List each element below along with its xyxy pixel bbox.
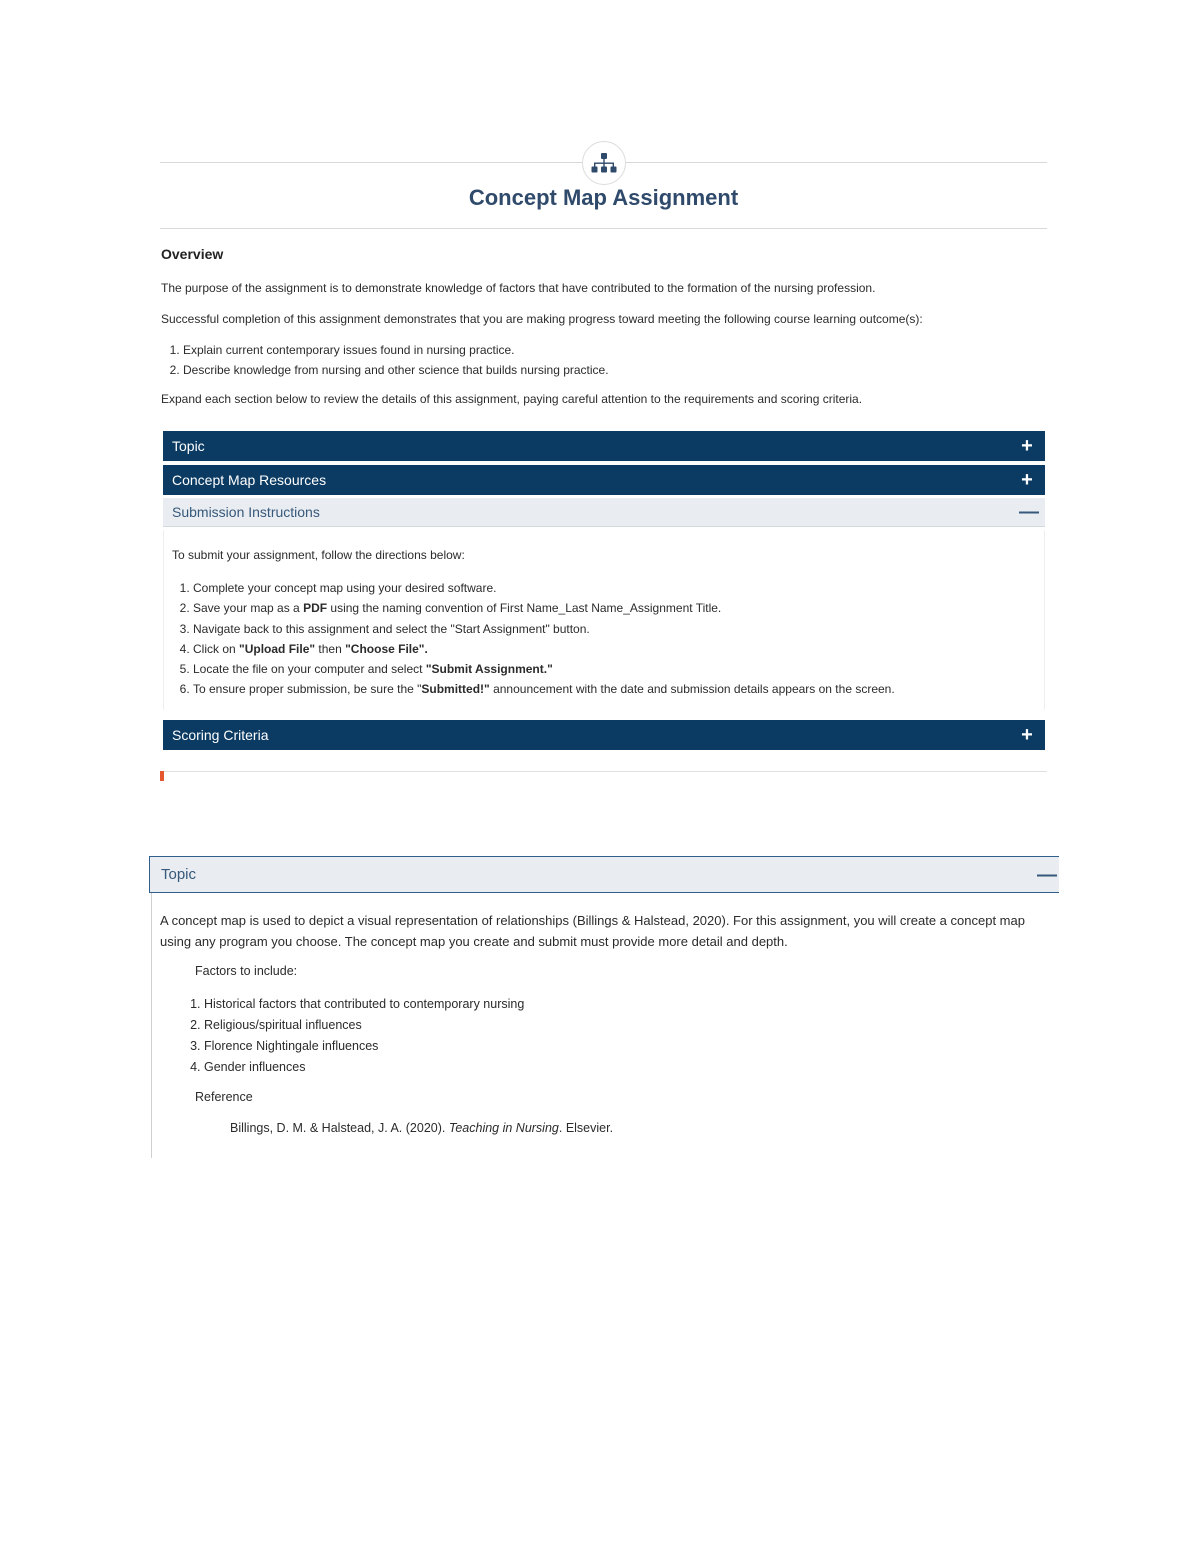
accordion-scoring-header[interactable] bbox=[163, 720, 1045, 750]
accordion-topic[interactable] bbox=[163, 431, 1045, 461]
accordion-scoring-label: Scoring Criteria bbox=[172, 727, 269, 743]
accordion-resources-header[interactable] bbox=[163, 465, 1045, 495]
reference-heading: Reference bbox=[195, 1090, 253, 1104]
topic-paragraph: A concept map is used to depict a visual representation of relationships (Billings & Halstead, 2020). For this assignment, you will create a concept map using any program you choose. The concept map you create and submit must provide more detail and depth. bbox=[160, 913, 1025, 949]
accordion-scoring[interactable] bbox=[163, 720, 1045, 750]
expand-note: Expand each section below to review the details of this assignment, paying careful attention to the requirements and scoring criteria. bbox=[161, 392, 863, 406]
factor-item: 4. Gender influences bbox=[204, 1057, 524, 1078]
topic-panel-label: Topic bbox=[161, 866, 197, 883]
purpose-text: The purpose of the assignment is to demonstrate knowledge of factors that have contributed to the formation of the nursing profession. bbox=[161, 281, 876, 295]
outcome-item: 1. Explain current contemporary issues found in nursing practice. bbox=[183, 340, 609, 360]
outcomes-intro: Successful completion of this assignment demonstrates that you are making progress toward meeting the following course learning outcome(s): bbox=[161, 312, 923, 326]
topic-panel-border bbox=[151, 893, 152, 1158]
expand-icon[interactable]: + bbox=[1021, 724, 1033, 746]
collapse-icon[interactable]: — bbox=[1037, 863, 1057, 886]
accordion-submission-label: Submission Instructions bbox=[172, 504, 320, 520]
step-item: 6. To ensure proper submission, be sure the "Submitted!" announcement with the date and submission details appears on the screen. bbox=[193, 679, 895, 699]
factor-item: 3. Florence Nightingale influences bbox=[204, 1036, 524, 1057]
submission-intro: To submit your assignment, follow the directions below: bbox=[172, 548, 465, 562]
outcome-item: 2. Describe knowledge from nursing and other science that builds nursing practice. bbox=[183, 360, 609, 380]
step-item: 5. Locate the file on your computer and select "Submit Assignment." bbox=[193, 659, 895, 679]
accordion-topic-label: Topic bbox=[172, 438, 205, 454]
accordion-resources[interactable] bbox=[163, 465, 1045, 495]
step-item: 1. Complete your concept map using your desired software. bbox=[193, 578, 895, 598]
accordion-submission[interactable] bbox=[163, 498, 1045, 527]
step-item: 2. Save your map as a PDF using the naming convention of First Name_Last Name_Assignment Title. bbox=[193, 598, 895, 618]
step-item: 4. Click on "Upload File" then "Choose File". bbox=[193, 639, 895, 659]
expand-icon[interactable]: + bbox=[1021, 469, 1033, 491]
reference-citation: Billings, D. M. & Halstead, J. A. (2020). Teaching in Nursing. Elsevier. bbox=[230, 1121, 614, 1135]
accordion-submission-header[interactable] bbox=[163, 498, 1045, 527]
header-divider-bottom bbox=[160, 228, 1047, 229]
expand-icon[interactable]: + bbox=[1021, 435, 1033, 457]
overview-heading: Overview bbox=[161, 246, 224, 262]
outcomes-list bbox=[161, 340, 609, 380]
factors-list bbox=[190, 994, 524, 1078]
accent-mark bbox=[160, 771, 164, 781]
page-title: Concept Map Assignment bbox=[468, 185, 739, 210]
factor-item: 2. Religious/spiritual influences bbox=[204, 1015, 524, 1036]
sitemap-icon bbox=[582, 141, 626, 185]
footer-divider bbox=[160, 771, 1047, 772]
accordion-resources-label: Concept Map Resources bbox=[172, 472, 327, 488]
factors-heading: Factors to include: bbox=[195, 964, 298, 978]
topic-panel-header[interactable] bbox=[149, 856, 1059, 893]
collapse-icon[interactable]: — bbox=[1019, 501, 1039, 523]
accordion-topic-header[interactable] bbox=[163, 431, 1045, 461]
factor-item: 1. Historical factors that contributed to contemporary nursing bbox=[204, 994, 524, 1015]
step-item: 3. Navigate back to this assignment and select the "Start Assignment" button. bbox=[193, 619, 895, 639]
submission-steps bbox=[172, 578, 895, 700]
